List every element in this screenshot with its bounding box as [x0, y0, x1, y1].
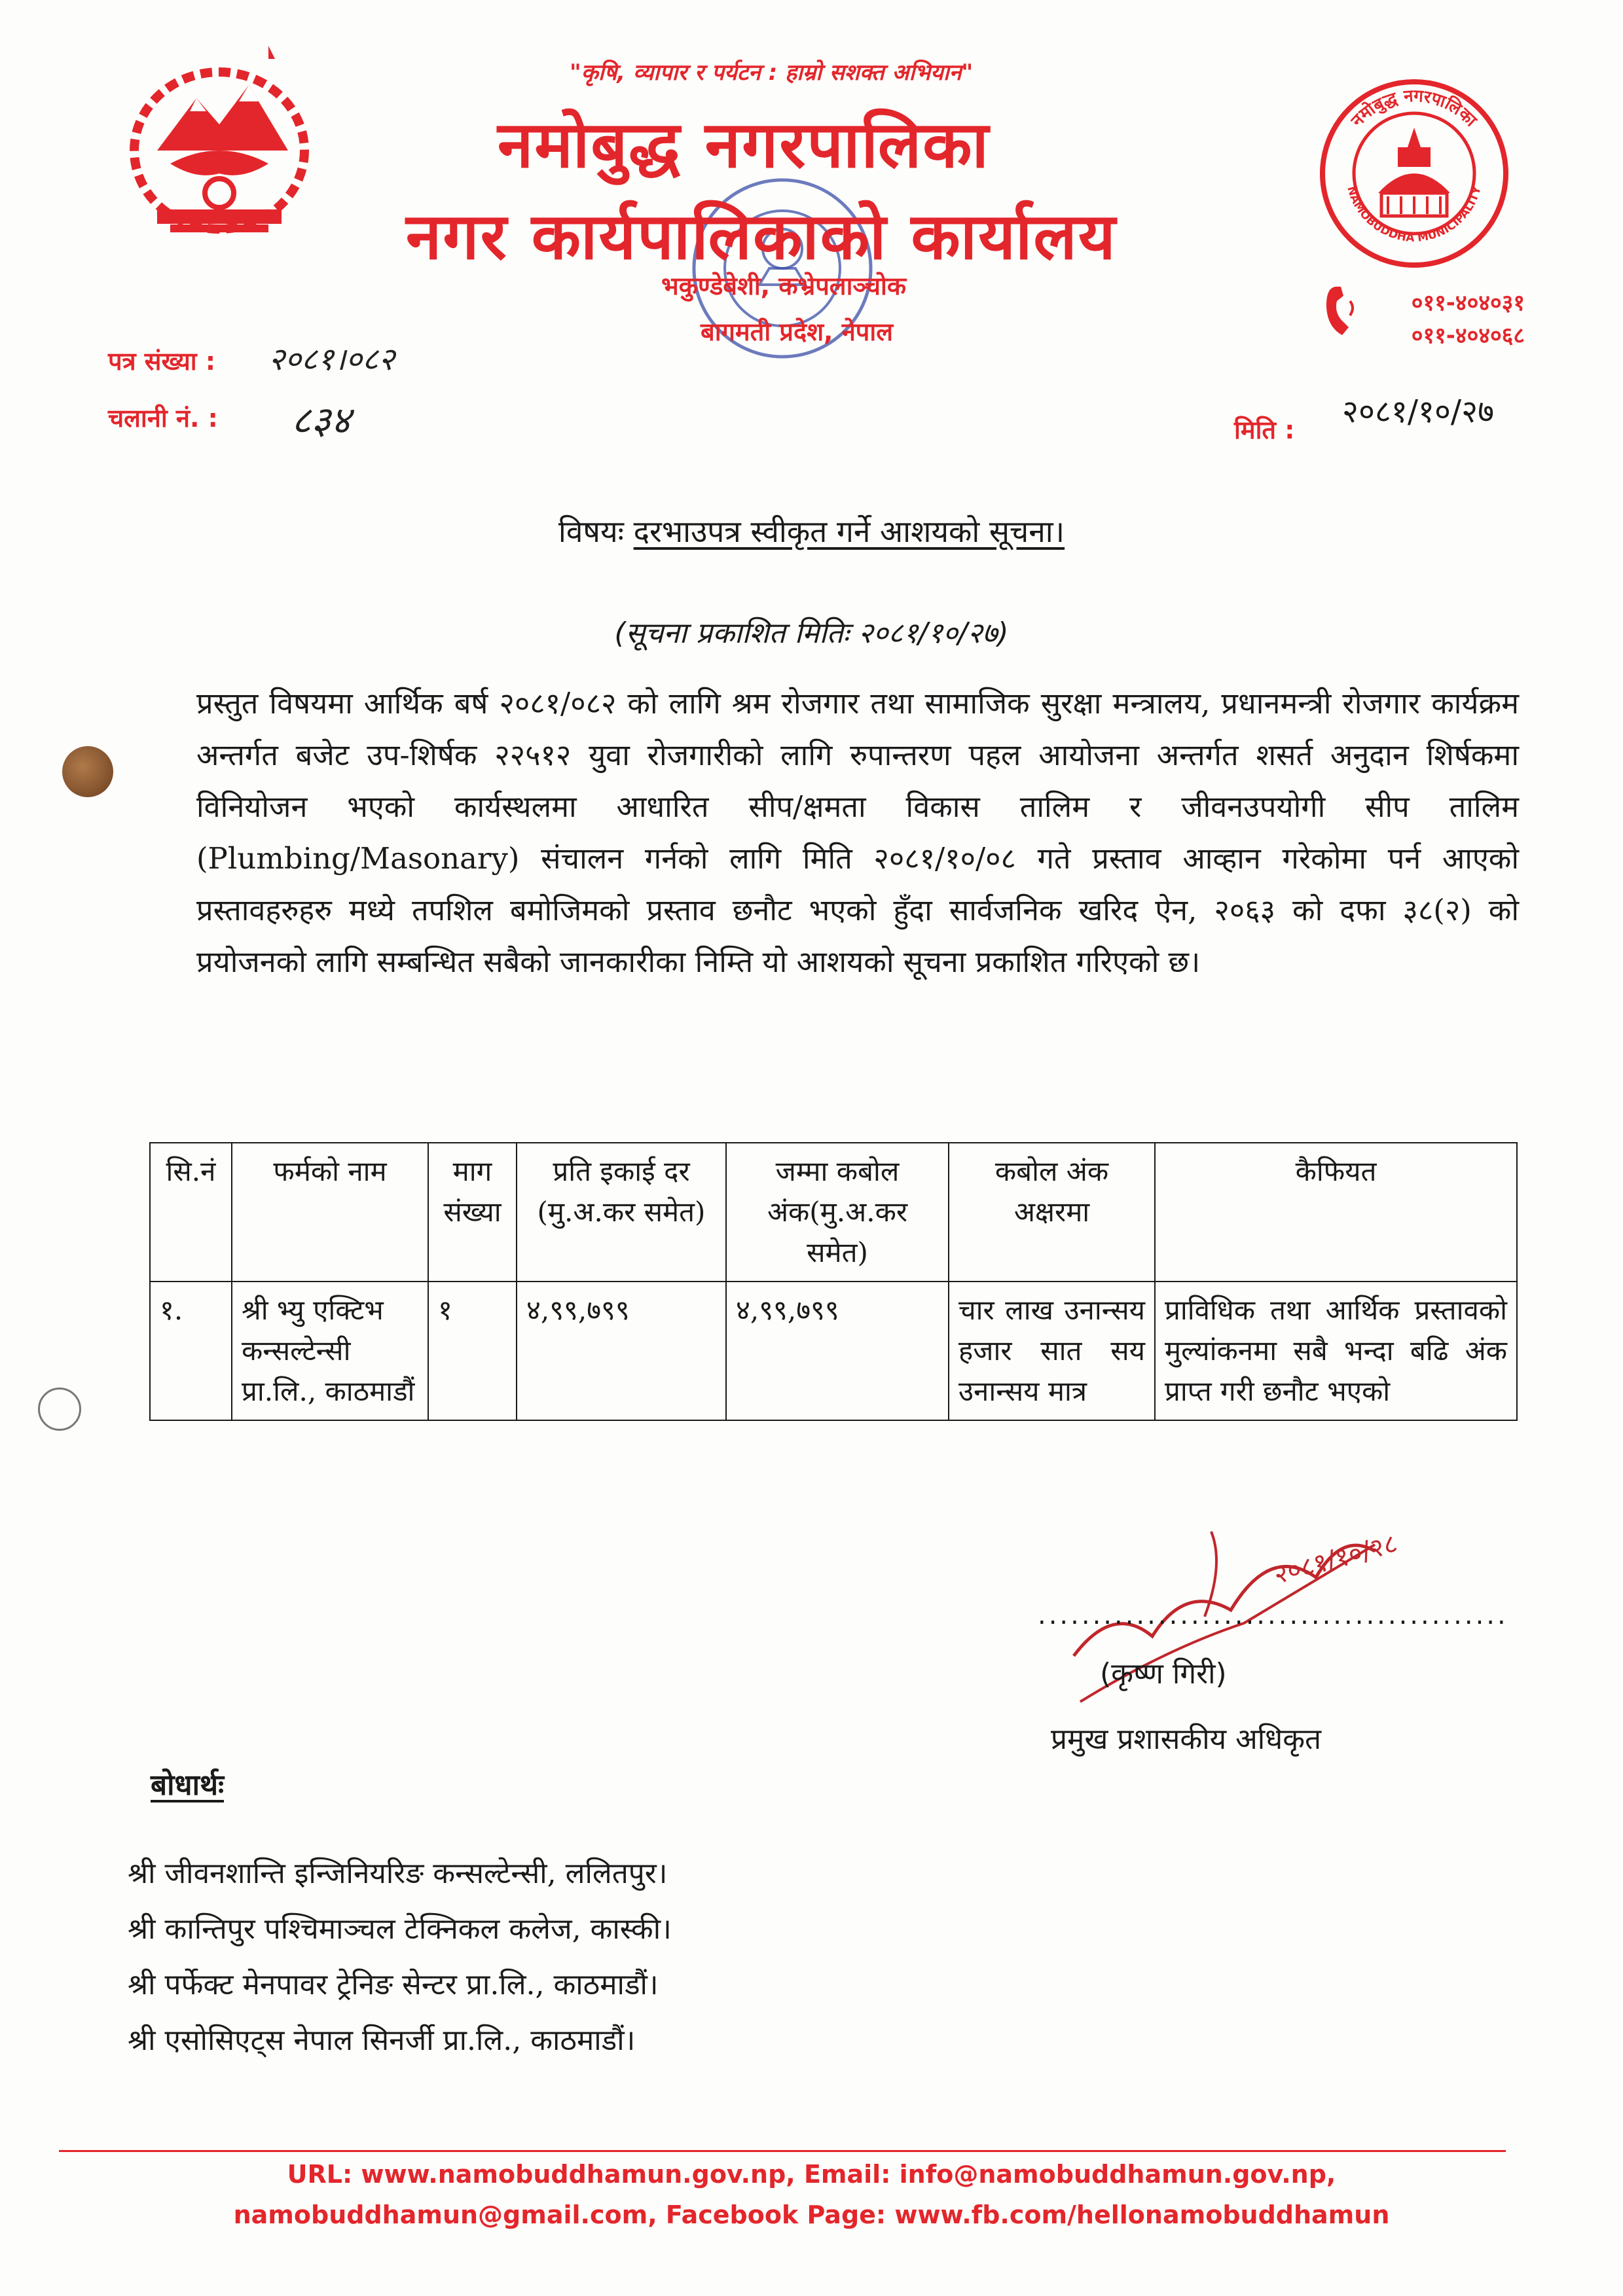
signatory-name: (कृष्ण गिरी) [1100, 1657, 1227, 1691]
letter-number-label: पत्र संख्या : [108, 347, 216, 376]
signature-dots: ........................................... [1038, 1600, 1508, 1630]
punch-hole-outline [38, 1388, 81, 1431]
letter-number-value: २०८१।०८२ [268, 341, 395, 378]
header-remarks: कैफियत [1155, 1143, 1517, 1282]
address-line-2: बागमती प्रदेश, नेपाल [701, 317, 893, 346]
published-date: (सूचना प्रकाशित मितिः २०८१/१०/२७) [614, 617, 1009, 650]
cell-quantity: १ [428, 1282, 517, 1420]
cc-item: श्री जीवनशान्ति इन्जिनियरिङ कन्सल्टेन्सी, ललितपुर। [128, 1857, 668, 1890]
cell-sn: १. [150, 1282, 232, 1420]
header-sn: सि.नं [150, 1143, 232, 1282]
phone-number-1: ०११-४०४०३१ [1411, 290, 1525, 316]
address-line-1: भकुण्डेबेशी, कभ्रेपलाञ्चोक [661, 272, 907, 300]
date-label: मिति : [1234, 416, 1295, 444]
header-total-bid: जम्मा कबोल अंक(मु.अ.कर समेत) [726, 1143, 949, 1282]
office-name: नगर कार्यपालिकाको कार्यालय [406, 200, 1117, 274]
seal-text-en: NAMOBUDDHA MUNICIPALITY [1344, 185, 1484, 245]
header-quantity: माग संख्या [428, 1143, 517, 1282]
cc-title: बोधार्थः [151, 1768, 224, 1802]
cc-item: श्री कान्तिपुर पश्चिमाञ्चल टेक्निकल कलेज, कास्की। [128, 1912, 672, 1946]
nepal-emblem-logo [111, 39, 327, 242]
cell-firm-name: श्री भ्यु एक्टिभ कन्सल्टेन्सी प्रा.लि., काठमाडौं [232, 1282, 428, 1420]
slogan: "कृषि, व्यापार र पर्यटन : हाम्रो सशक्त अभियान" [570, 60, 974, 86]
header-firm-name: फर्मको नाम [232, 1143, 428, 1282]
phone-number-2: ०११-४०४०६८ [1411, 323, 1525, 349]
footer-divider [59, 2150, 1506, 2152]
cc-item: श्री पर्फेक्ट मेनपावर ट्रेनिङ सेन्टर प्रा.लि., काठमाडौं। [128, 1968, 659, 2001]
subject-label: विषयः [558, 514, 624, 549]
cell-total-bid: ४,९९,७९९ [726, 1282, 949, 1420]
municipality-name: नमोबुद्ध नगरपालिका [498, 108, 990, 183]
selected-bid-table [149, 1142, 1518, 1421]
municipality-seal-logo [1316, 75, 1512, 272]
notice-body: प्रस्तुत विषयमा आर्थिक बर्ष २०८१/०८२ को लागि श्रम रोजगार तथा सामाजिक सुरक्षा मन्त्रालय, प्रधानमन्त्री रोजगार कार्यक्रम अन्तर्गत बजेट उप-शिर्षक २२५१२ युवा रोजगारीको लागि रुपान्तरण पहल आयोजना अन्तर्गत शसर्त अनुदान शिर्षकमा विनियोजन भएको कार्यस्थलमा आधारित सीप/क्षमता विकास तालिम र जीवनउपयोगी सीप तालिम (Plumbing/Masonary) संचालन गर्नको लागि मिति २०८१/१०/०८ गते प्रस्ताव आव्हान गरेकोमा पर्न आएको प्रस्तावहरुहरु मध्ये तपशिल बमोजिमको प्रस्ताव छनौट भएको हुँदा सार्वजनिक खरिद ऐन, २०६३ को दफा ३८(२) को प्रयोजनको लागि सम्बन्धित सबैको जानकारीका निम्ति यो आशयको सूचना प्रकाशित गरिएको छ। [196, 686, 1519, 979]
table-header-row [150, 1143, 1517, 1282]
footer-line-1: URL: www.namobuddhamun.gov.np, Email: info@namobuddhamun.gov.np, [287, 2160, 1336, 2189]
header-unit-rate: प्रति इकाई दर (मु.अ.कर समेत) [517, 1143, 726, 1282]
seal-text-np: नमोबुद्ध नगरपालिका [1347, 86, 1481, 131]
cell-remarks: प्राविधिक तथा आर्थिक प्रस्तावको मुल्यांकनमा सबै भन्दा बढि अंक प्राप्त गरी छनौट भएको [1155, 1282, 1517, 1420]
subject-line [0, 511, 1623, 551]
dispatch-number-value: ८३४ [291, 398, 351, 442]
signature-date: २०८१/१०/२८ [1270, 1528, 1401, 1590]
footer-line-2: namobuddhamun@gmail.com, Facebook Page: www.fb.com/hellonamobuddhamun [233, 2200, 1390, 2229]
phone-icon [1322, 281, 1362, 340]
subject-text: दरभाउपत्र स्वीकृत गर्ने आशयको सूचना। [633, 514, 1065, 549]
date-value: २०८१/१०/२७ [1342, 393, 1495, 430]
cell-unit-rate: ४,९९,७९९ [517, 1282, 726, 1420]
signatory-designation: प्रमुख प्रशासकीय अधिकृत [1051, 1723, 1322, 1756]
dispatch-number-label: चलानी नं. : [108, 404, 218, 433]
punch-hole-mark [62, 746, 113, 797]
header-bid-in-words: कबोल अंक अक्षरमा [949, 1143, 1155, 1282]
cc-item: श्री एसोसिएट्स नेपाल सिनर्जी प्रा.लि., काठमाडौं। [128, 2024, 636, 2057]
table-row [150, 1282, 1517, 1420]
cell-bid-in-words: चार लाख उनान्सय हजार सात सय उनान्सय मात्र [949, 1282, 1155, 1420]
